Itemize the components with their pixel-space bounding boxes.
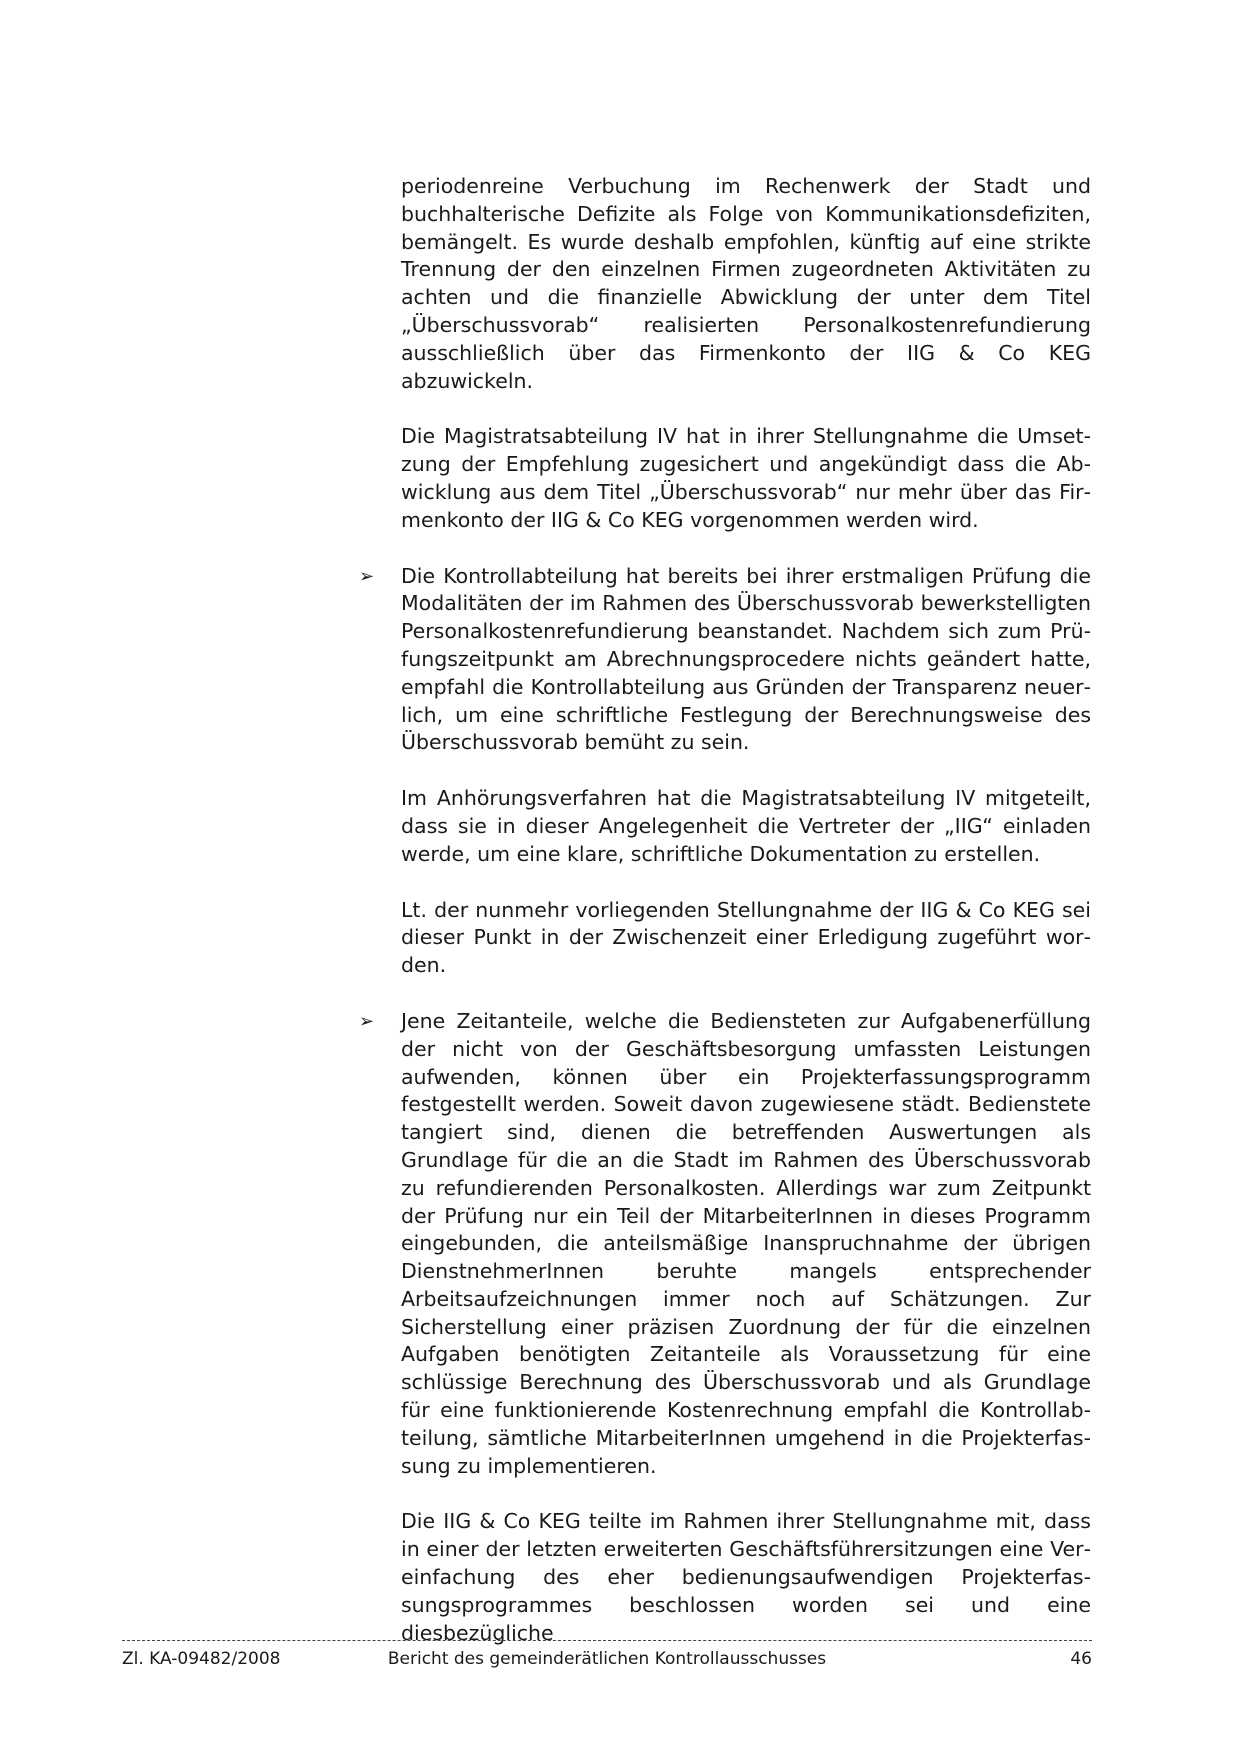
paragraph: Die IIG & Co KEG teilte im Rahmen ihrer Stellungnahme mit, dass in einer der letzten erweiterten Geschäftsführersitzungen eine Vereinfachung des eher bedienungsaufwendigen Projekterfassungsprogrammes beschlossen worden sei und eine diesbezügliche <box>401 1509 1091 1645</box>
arrow-bullet-icon: ➢ <box>359 1010 375 1032</box>
paragraph: Die Magistratsabteilung IV hat in ihrer Stellungnahme die Umsetzung der Empfehlung zugesichert und angekündigt dass die Abwicklung aus dem Titel „Überschussvorab“ nur mehr über das Firmenkonto der IIG & Co KEG vorgenommen werden wird. <box>401 424 1091 532</box>
footer-divider <box>122 1640 1092 1641</box>
footer-title: Bericht des gemeinderätlichen Kontrollausschusses <box>387 1649 827 1669</box>
paragraph: periodenreine Verbuchung im Rechenwerk der Stadt und buchhalterische Defizite als Folge von Kommunikationsdefiziten, bemängelt. Es wurde deshalb empfohlen, künftig auf eine strikte Trennung der den einzelnen Firmen zugeordneten Aktivitäten zu achten und die finanzielle Abwicklung der unter dem Titel „Überschussvorab“ realisierten Personalkostenrefundierung ausschließlich über das Firmenkonto der IIG & Co KEG abzuwickeln. <box>401 174 1091 393</box>
paragraph: Lt. der nunmehr vorliegenden Stellungnahme der IIG & Co KEG sei dieser Punkt in der Zwischenzeit einer Erledigung zugeführt worden. <box>401 897 1091 978</box>
bullet-text: Jene Zeitanteile, welche die Bediensteten zur Aufgabenerfüllung der nicht von der Geschäftsbesorgung umfassten Leistungen aufwenden, können über ein Projekterfassungsprogramm festgestellt werden. Soweit davon zugewiesene städt. Bedienstete tangiert sind, dienen die betreffenden Auswertungen als Grundlage für die an die Stadt im Rahmen des Überschussvorab zu refundierenden Personalkosten. Allerdings war zum Zeitpunkt der Prüfung nur ein Teil der MitarbeiterInnen in dieses Programm eingebunden, die anteilsmäßige Inanspruchnahme der übrigen DienstnehmerInnen beruhte mangels entsprechender Arbeitsaufzeichnungen immer noch auf Schätzungen. Zur Sicherstellung einer präzisen Zuordnung der für die einzelnen Aufgaben benötigten Zeitanteile als Voraussetzung für eine schlüssige Berechnung des Überschussvorab und als Grundlage für eine funktionierende Kostenrechnung empfahl die Kontrollabteilung, sämtliche MitarbeiterInnen umgehend in die Projekterfassung zu implementieren. <box>401 1008 1091 1478</box>
arrow-bullet-icon: ➢ <box>359 565 375 587</box>
paragraph: Im Anhörungsverfahren hat die Magistratsabteilung IV mitgeteilt, dass sie in dieser Angelegenheit die Vertreter der „IIG“ einladen werde, um eine klare, schriftliche Dokumentation zu erstellen. <box>401 786 1091 866</box>
page-number: 46 <box>1070 1649 1092 1669</box>
bullet-text: Die Kontrollabteilung hat bereits bei ihrer erstmaligen Prüfung die Modalitäten der im Rahmen des Überschussvorab bewerkstelligten Personalkostenrefundierung beanstandet. Nachdem sich zum Prüfungszeitpunkt am Abrechnungsprocedere nichts geändert hatte, empfahl die Kontrollabteilung aus Gründen der Transparenz neuerlich, um eine schriftliche Festlegung der Berechnungsweise des Überschussvorab bemüht zu sein. <box>401 563 1091 755</box>
body-text <box>359 173 1091 1647</box>
footer-reference: Zl. KA-09482/2008 <box>122 1649 281 1669</box>
bullet-item <box>359 1008 1091 1481</box>
bullet-item <box>359 563 1091 758</box>
